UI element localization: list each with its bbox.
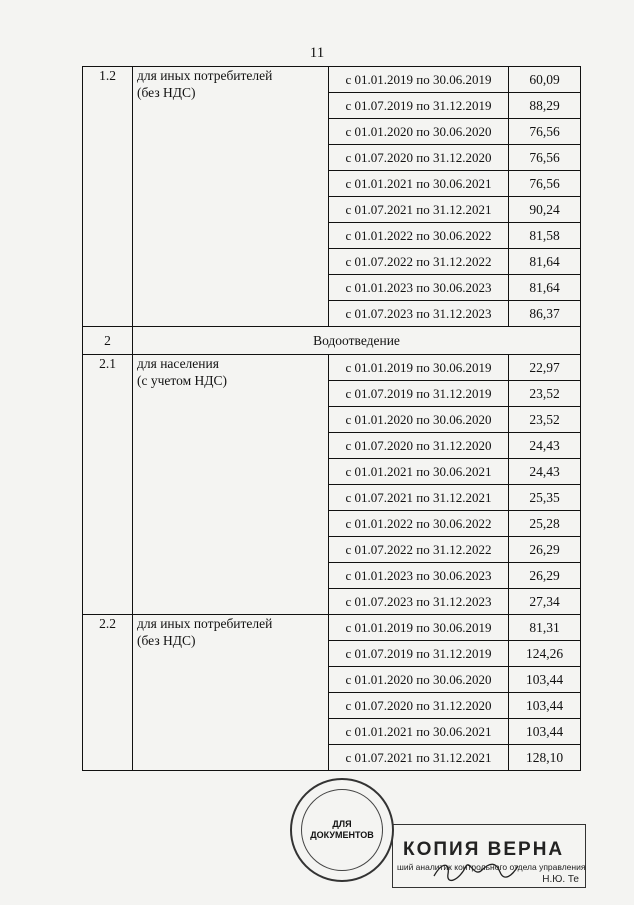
item-number: 2.2	[83, 615, 133, 771]
period-cell: с 01.01.2020 по 30.06.2020	[329, 407, 509, 433]
tariff-value-cell: 76,56	[509, 171, 581, 197]
tariff-value-cell: 128,10	[509, 745, 581, 771]
consumer-category	[133, 67, 329, 327]
period-cell: с 01.07.2022 по 31.12.2022	[329, 249, 509, 275]
tariff-value-cell: 81,64	[509, 249, 581, 275]
tariff-value-cell: 124,26	[509, 641, 581, 667]
table-row	[83, 355, 581, 381]
period-cell: с 01.01.2023 по 30.06.2023	[329, 563, 509, 589]
section-row	[83, 327, 581, 355]
consumer-category-line: для иных потребителей	[137, 616, 273, 631]
tariff-value-cell: 23,52	[509, 381, 581, 407]
table-row	[83, 615, 581, 641]
period-cell: с 01.01.2019 по 30.06.2019	[329, 615, 509, 641]
tariff-value-cell: 26,29	[509, 563, 581, 589]
tariff-value-cell: 81,58	[509, 223, 581, 249]
period-cell: с 01.01.2022 по 30.06.2022	[329, 223, 509, 249]
item-number: 2.1	[83, 355, 133, 615]
tariff-value-cell: 76,56	[509, 145, 581, 171]
tariff-value-cell: 24,43	[509, 433, 581, 459]
round-seal-stamp	[290, 778, 394, 882]
period-cell: с 01.07.2020 по 31.12.2020	[329, 433, 509, 459]
tariff-value-cell: 88,29	[509, 93, 581, 119]
consumer-category	[133, 355, 329, 615]
period-cell: с 01.07.2019 по 31.12.2019	[329, 93, 509, 119]
consumer-category-line: для иных потребителей	[137, 68, 273, 83]
tariff-value-cell: 86,37	[509, 301, 581, 327]
consumer-category	[133, 615, 329, 771]
period-cell: с 01.07.2022 по 31.12.2022	[329, 537, 509, 563]
copy-stamp-role: ший аналитик контрольного отдела управления	[397, 862, 586, 872]
page-number: 11	[309, 45, 325, 61]
period-cell: с 01.01.2019 по 30.06.2019	[329, 67, 509, 93]
section-number: 2	[83, 327, 133, 355]
copy-stamp-title: КОПИЯ ВЕРНА	[403, 839, 565, 860]
section-title: Водоотведение	[133, 327, 581, 355]
period-cell: с 01.01.2021 по 30.06.2021	[329, 459, 509, 485]
period-cell: с 01.07.2021 по 31.12.2021	[329, 485, 509, 511]
tariff-value-cell: 25,28	[509, 511, 581, 537]
period-cell: с 01.07.2020 по 31.12.2020	[329, 145, 509, 171]
tariff-value-cell: 103,44	[509, 693, 581, 719]
period-cell: с 01.01.2020 по 30.06.2020	[329, 119, 509, 145]
tariff-value-cell: 81,31	[509, 615, 581, 641]
tariff-value-cell: 22,97	[509, 355, 581, 381]
period-cell: с 01.07.2023 по 31.12.2023	[329, 301, 509, 327]
round-seal-text: ДЛЯ ДОКУМЕНТОВ	[310, 819, 374, 840]
tariff-table	[82, 66, 581, 771]
tariff-value-cell: 103,44	[509, 667, 581, 693]
consumer-category-line: для населения	[137, 356, 219, 371]
tariff-value-cell: 23,52	[509, 407, 581, 433]
consumer-category-line: (без НДС)	[137, 633, 196, 648]
tariff-value-cell: 76,56	[509, 119, 581, 145]
period-cell: с 01.01.2023 по 30.06.2023	[329, 275, 509, 301]
period-cell: с 01.01.2022 по 30.06.2022	[329, 511, 509, 537]
tariff-value-cell: 25,35	[509, 485, 581, 511]
period-cell: с 01.01.2021 по 30.06.2021	[329, 171, 509, 197]
period-cell: с 01.01.2021 по 30.06.2021	[329, 719, 509, 745]
tariff-value-cell: 27,34	[509, 589, 581, 615]
item-number: 1.2	[83, 67, 133, 327]
tariff-value-cell: 103,44	[509, 719, 581, 745]
period-cell: с 01.01.2019 по 30.06.2019	[329, 355, 509, 381]
tariff-value-cell: 26,29	[509, 537, 581, 563]
period-cell: с 01.01.2020 по 30.06.2020	[329, 667, 509, 693]
table-row	[83, 67, 581, 93]
period-cell: с 01.07.2023 по 31.12.2023	[329, 589, 509, 615]
tariff-value-cell: 81,64	[509, 275, 581, 301]
tariff-value-cell: 24,43	[509, 459, 581, 485]
tariff-table-body	[83, 67, 581, 771]
period-cell: с 01.07.2019 по 31.12.2019	[329, 641, 509, 667]
period-cell: с 01.07.2019 по 31.12.2019	[329, 381, 509, 407]
consumer-category-line: (с учетом НДС)	[137, 373, 227, 388]
copy-stamp-name: Н.Ю. Те	[542, 874, 579, 885]
period-cell: с 01.07.2021 по 31.12.2021	[329, 745, 509, 771]
tariff-value-cell: 90,24	[509, 197, 581, 223]
period-cell: с 01.07.2020 по 31.12.2020	[329, 693, 509, 719]
consumer-category-line: (без НДС)	[137, 85, 196, 100]
signature-icon	[430, 858, 520, 882]
tariff-value-cell: 60,09	[509, 67, 581, 93]
period-cell: с 01.07.2021 по 31.12.2021	[329, 197, 509, 223]
